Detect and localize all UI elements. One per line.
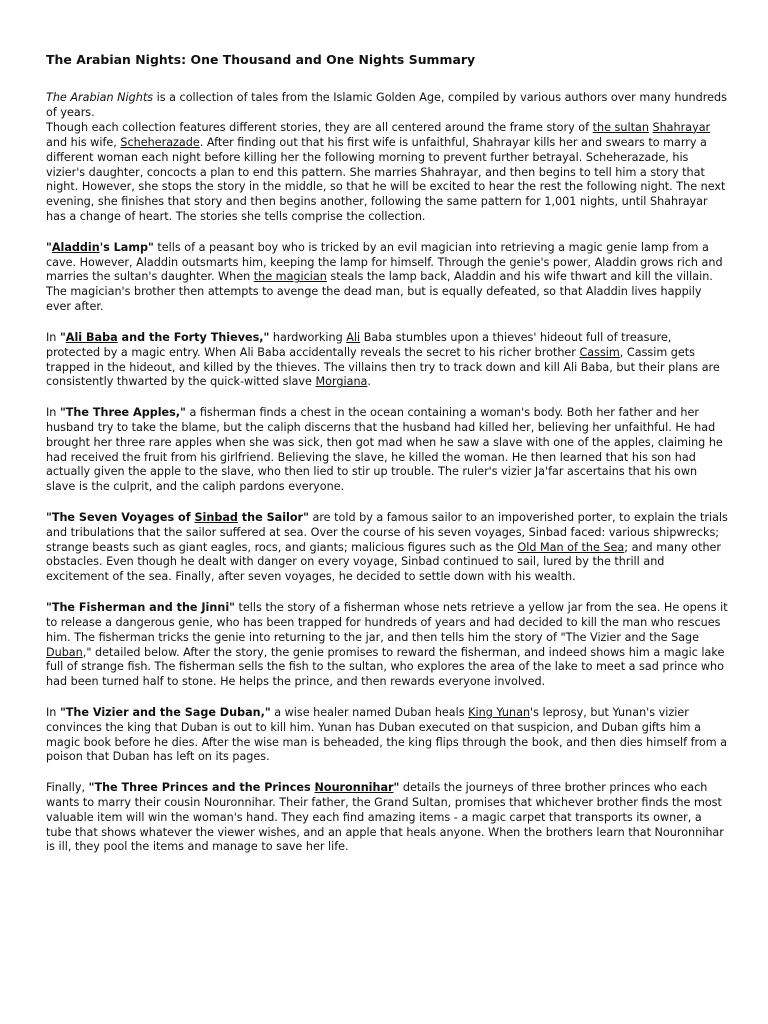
alibaba-text-3: , Cassim gets trapped in the hideout, and killed by the thieves. The villains then try to track down and kill Ali Baba, but their plans are consistently thwarted by the quick-witted slave (46, 345, 720, 389)
alibaba-text-4: . (367, 375, 371, 389)
intro-italic-title: The Arabian Nights (46, 91, 154, 104)
fisherman-text-1: tells the story of a fisherman whose nets retrieve a yellow jar from the sea. He opens it to release a dangerous genie, who has been trapped for hundreds of years and had decided to kill the man who rescues him. The fisherman tricks the genie into returning to the jar, and then tells him the story of "The Vizier and the Sage (46, 600, 728, 644)
vizier-paragraph (46, 706, 728, 766)
sinbad-paragraph (46, 511, 728, 586)
aladdin-text-2: steals the lamp back, Aladdin and his wife thwart and kill the villain. The magician's brother then attempts to avenge the dead man, but is equally defeated, so that Aladdin lives happily ever after. (46, 270, 713, 314)
vizier-title: "The Vizier and the Sage Duban," (59, 705, 271, 719)
vizier-text-2: 's leprosy, but Yunan's vizier convinces the king that Duban is out to kill him. Yunan has Duban executed on that suspicion, and Duban gifts him a magic book before he dies. After the wise man is beheaded, the king flips through the book, and then dies himself from a poison that Duban has left on its pages. (46, 705, 728, 764)
link-sinbad[interactable]: Sinbad (194, 510, 238, 524)
link-scheherazade[interactable]: Scheherazade (120, 135, 200, 149)
frame-text-4: . After finding out that his first wife is unfaithful, Shahrayar kills her and swears to marry a different woman each night before killing her the following morning to prevent further betrayal. Scheherazade, his vizier's daughter, concocts a plan to end this pattern. She marries Shahrayar, and then begins to tell him a story that night. However, she stops the story in the middle, so that he will be excited to hear the rest the following night. The next evening, she finishes that story and then begins another, following the same pattern for 1,001 nights, until Shahrayar has a change of heart. The stories she tells comprise the collection. (46, 135, 726, 224)
three-apples-paragraph (46, 406, 728, 495)
princes-title-end: " (393, 780, 400, 794)
link-the-sultan[interactable]: the sultan (592, 120, 649, 134)
fisherman-title: "The Fisherman and the Jinni" (46, 600, 235, 614)
link-the-magician[interactable]: the magician (253, 270, 327, 284)
fisherman-paragraph (46, 601, 728, 690)
princes-text-0: Finally, (46, 780, 89, 794)
vizier-text-0: In (46, 705, 60, 719)
link-old-man-of-the-sea[interactable]: Old Man of the Sea (517, 540, 625, 554)
frame-story-paragraph (46, 121, 728, 225)
alibaba-title (60, 331, 269, 344)
sinbad-text-2: ; and many other obstacles. Even though he dealt with danger on every voyage, Sinbad continued to sail, lured by the thrill and excitement of the sea. Finally, after seven voyages, he decided to settle down with his wealth. (46, 540, 722, 584)
link-morgiana[interactable]: Morgiana (315, 375, 368, 389)
fisherman-text-2: ," detailed below. After the story, the genie promises to reward the fisherman, and indeed shows him a magic lake full of strange fish. The fisherman sells the fish to the sultan, who explores the area of the lake to meet a sad prince who had been turned half to stone. He helps the prince, and then rewards everyone involved. (46, 645, 725, 689)
aladdin-title-rest: 's Lamp" (99, 240, 154, 254)
alibaba-title-quote: " (59, 330, 66, 344)
link-nouronnihar[interactable]: Nouronnihar (314, 780, 394, 794)
aladdin-text-1: tells of a peasant boy who is tricked by an evil magician into retrieving a magic genie lamp from a cave. However, Aladdin outsmarts him, keeping the lamp for himself. Through the genie's power, Aladdin grows rich and marries the sultan's daughter. When (46, 240, 723, 284)
intro-paragraph (46, 91, 728, 121)
vizier-text-1: a wise healer named Duban heals (270, 705, 469, 719)
sinbad-title-rest: the Sailor" (237, 510, 309, 524)
aladdin-title-quote: " (46, 240, 52, 254)
princes-title (89, 781, 400, 794)
apples-text-1: a fisherman finds a chest in the ocean containing a woman's body. Both her father and her husband try to take the blame, but the caliph discerns that the husband had killed her, believing her unfaithful. He had brought her three rare apples when she was sick, then got mad when he saw a slave with one of the apples, claiming he had received the fruit from his girlfriend. Believing the slave, he killed the woman. He then learned that his son had actually given the apple to the slave, who then lied to stir up trouble. The ruler's vizier Ja'far ascertains that his own slave is the culprit, and the caliph pardons everyone. (46, 405, 723, 494)
princes-text-1: details the journeys of three brother princes who each wants to marry their cousin Nouronnihar. Their father, the Grand Sultan, promises that whichever brother finds the most valuable item will win the woman's hand. They each find amazing items - a magic carpet that transports its owner, a tube that shows whatever the viewer wishes, and an apple that heals anyone. When the brothers learn that Nouronnihar is ill, they pool the items and manage to save her life. (46, 780, 724, 854)
frame-text-3: and his wife, (46, 135, 121, 149)
alibaba-text-1: hardworking (269, 330, 347, 344)
alibaba-title-rest: and the Forty Thieves," (117, 330, 270, 344)
frame-text-1: Though each collection features different stories, they are all centered around the frame story of (46, 120, 593, 134)
princes-paragraph (46, 781, 728, 856)
link-aladdin[interactable]: Aladdin (51, 240, 100, 254)
sinbad-title (46, 511, 309, 524)
apples-title: "The Three Apples," (59, 405, 186, 419)
link-cassim[interactable]: Cassim (579, 345, 620, 359)
document-title: The Arabian Nights: One Thousand and One Nights Summary (46, 52, 476, 67)
alibaba-text-0: In (46, 330, 60, 344)
link-king-yunan[interactable]: King Yunan (468, 705, 531, 719)
aladdin-paragraph (46, 241, 728, 316)
link-ali-baba[interactable]: Ali Baba (65, 330, 118, 344)
link-ali[interactable]: Ali (346, 330, 361, 344)
aladdin-title (46, 241, 154, 254)
princes-title-start: "The Three Princes and the Princes (88, 780, 315, 794)
alibaba-paragraph (46, 331, 728, 391)
sinbad-text-1: are told by a famous sailor to an impoverished porter, to explain the trials and tribulations that the sailor suffered at sea. Over the course of his seven voyages, Sinbad faced: various shipwrecks; strange beasts such as giant eagles, rocs, and giants; malicious figures such as the (46, 510, 728, 554)
alibaba-text-2: Baba stumbles upon a thieves' hideout full of treasure, protected by a magic entry. When Ali Baba accidentally reveals the secret to his richer brother (46, 330, 672, 359)
link-shahrayar[interactable]: Shahrayar (652, 120, 711, 134)
intro-text: is a collection of tales from the Islamic Golden Age, compiled by various authors over many hundreds of years. (46, 91, 727, 119)
sinbad-title-start: "The Seven Voyages of (46, 510, 195, 524)
apples-text-0: In (46, 405, 60, 419)
link-duban[interactable]: Duban (46, 645, 83, 659)
